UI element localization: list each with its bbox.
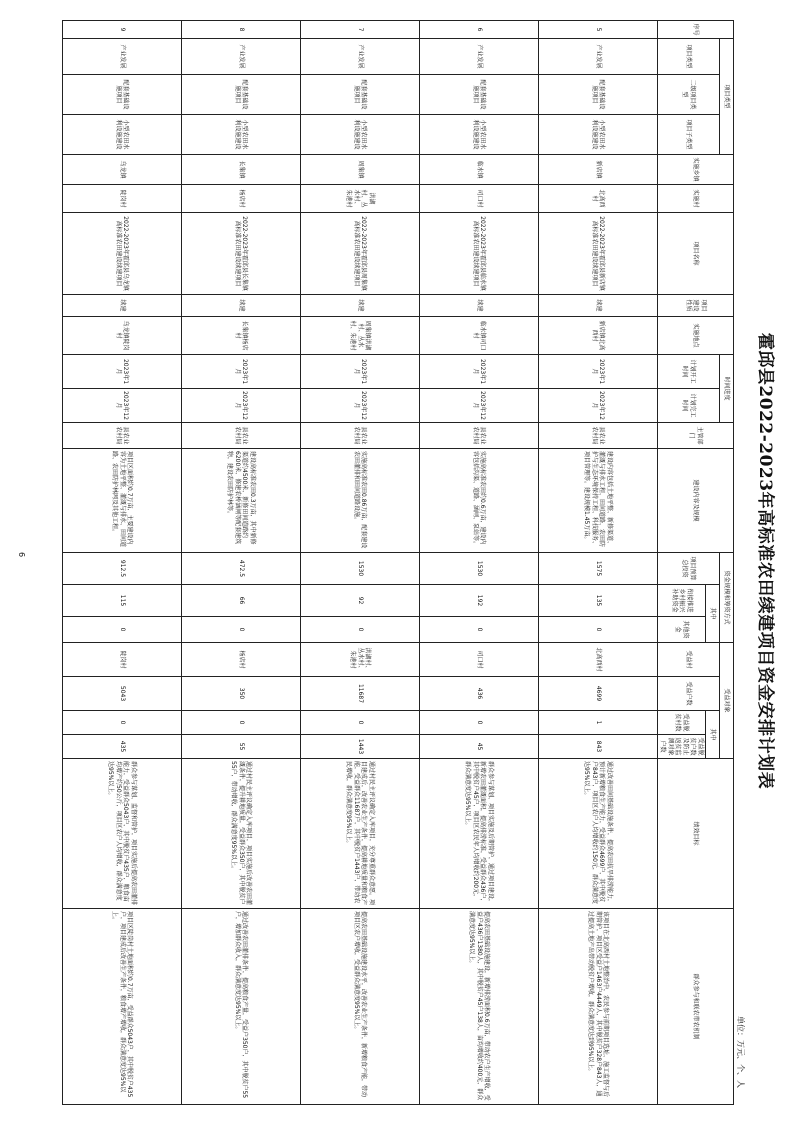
cell-dept: 县农业农村局 bbox=[539, 423, 658, 449]
cell-goals: 通过改善田间基础设施条件，提高农田抗旱排涝能力，预计新增粮食生产能力，受益群众4699户，其中脱贫户843户，项目区农户人均增收约150元，群众满意度达95%以上。 bbox=[539, 759, 658, 909]
cell-subtype: 小型农田水利设施建设 bbox=[539, 115, 658, 155]
cell-location: 周集镇洪湖村、丛水村、朱港村 bbox=[301, 317, 420, 355]
cell-other: 0 bbox=[63, 617, 182, 643]
hdr-seq: 序号 bbox=[658, 21, 734, 39]
cell-dept: 县农业农村局 bbox=[420, 423, 539, 449]
cell-ben-households: 11687 bbox=[301, 677, 420, 711]
cell-level1: 产业发展 bbox=[420, 39, 539, 75]
cell-ben-poor-households: 435 bbox=[63, 735, 182, 759]
cell-ben-village: 司口村 bbox=[420, 643, 539, 677]
cell-total: 912.5 bbox=[63, 553, 182, 585]
cell-finish: 2023年12月 bbox=[539, 389, 658, 423]
cell-location: 新店镇北高西村 bbox=[539, 317, 658, 355]
hdr-nature: 项目建设性质 bbox=[658, 295, 734, 317]
funding-plan-table bbox=[62, 20, 734, 1105]
cell-level2: 配套基础设施项目 bbox=[539, 75, 658, 115]
cell-total: 472.5 bbox=[182, 553, 301, 585]
cell-ben-poor-village: 0 bbox=[301, 711, 420, 735]
cell-seq: 7 bbox=[301, 21, 420, 39]
cell-ben-poor-households: 1443 bbox=[301, 735, 420, 759]
cell-location: 临水镇司口村 bbox=[420, 317, 539, 355]
hdr-ben-village: 受益村 bbox=[658, 643, 720, 677]
cell-dept: 县农业农村局 bbox=[182, 423, 301, 449]
cell-ben-households: 350 bbox=[182, 677, 301, 711]
hdr-funding-central: 衔接推进乡村振兴补助资金 bbox=[658, 585, 706, 617]
hdr-location: 实施地点 bbox=[658, 317, 734, 355]
cell-village: 北高西村 bbox=[539, 185, 658, 213]
hdr-finish: 计划完工时间 bbox=[658, 389, 720, 423]
cell-location: 乌龙镇陡岗村 bbox=[63, 317, 182, 355]
cell-ben-village: 北高西村 bbox=[539, 643, 658, 677]
cell-start: 2023年1月 bbox=[301, 355, 420, 389]
cell-content: 实施高标准农田约0.6万亩，建设内容包括沟渠、道路、涵闸、泵站等。 bbox=[420, 449, 539, 553]
cell-content: 建设高标准农田0.3万亩，其中新修渠道约4500米，新修田间道路约6200米，修建农桥涵闸等配套建筑物，建设农田防护林等。 bbox=[182, 449, 301, 553]
cell-level1: 产业发展 bbox=[63, 39, 182, 75]
hdr-ben-of: 其中 bbox=[706, 711, 720, 759]
cell-start: 2023年1月 bbox=[420, 355, 539, 389]
cell-start: 2023年1月 bbox=[182, 355, 301, 389]
hdr-funding-of: 其中 bbox=[706, 585, 720, 643]
hdr-ben-households: 受益户数 bbox=[658, 677, 720, 711]
cell-subtype: 小型农田水利设施建设 bbox=[420, 115, 539, 155]
cell-ben-households: 4699 bbox=[539, 677, 658, 711]
cell-central: 92 bbox=[301, 585, 420, 617]
cell-ben-poor-village: 0 bbox=[63, 711, 182, 735]
cell-seq: 8 bbox=[182, 21, 301, 39]
cell-other: 0 bbox=[182, 617, 301, 643]
cell-level1: 产业发展 bbox=[182, 39, 301, 75]
hdr-funding-total: 项目预算总投资 bbox=[658, 553, 720, 585]
cell-finish: 2023年12月 bbox=[182, 389, 301, 423]
cell-central: 115 bbox=[63, 585, 182, 617]
cell-village: 陡岗村 bbox=[63, 185, 182, 213]
cell-ben-poor-households: 55 bbox=[182, 735, 301, 759]
hdr-mechanism: 群众参与和联农带农机制 bbox=[658, 909, 734, 1105]
cell-name: 2022-2023年霍邱县新店镇高标准农田建设续建项目 bbox=[539, 213, 658, 295]
page-number: 6 bbox=[17, 552, 26, 558]
cell-content: 项目区面积约0.7万亩，主要建设内容为土地平整、灌溉与排水、田间道路、农田防护林网及其他工程。 bbox=[63, 449, 182, 553]
cell-finish: 2023年12月 bbox=[420, 389, 539, 423]
cell-level1: 产业发展 bbox=[301, 39, 420, 75]
cell-goals: 群众参与谋划、项目实施及后期管护，通过项目建设，新增农田灌溉面积，提高排涝标准，受益群众436户，其中脱贫户45户，项目区农民年人均增收约200元，群众满意度达95%以上。 bbox=[420, 759, 539, 909]
hdr-funding-other: 其他资金 bbox=[658, 617, 706, 643]
cell-seq: 5 bbox=[539, 21, 658, 39]
hdr-subtype: 项目子类型 bbox=[658, 115, 720, 155]
table-row bbox=[420, 21, 539, 1105]
cell-other: 0 bbox=[301, 617, 420, 643]
cell-level1: 产业发展 bbox=[539, 39, 658, 75]
cell-nature: 续建 bbox=[301, 295, 420, 317]
hdr-project-type: 项目类型 bbox=[720, 39, 734, 155]
cell-ben-poor-households: 45 bbox=[420, 735, 539, 759]
cell-goals: 通过村民主评议确定入库项目，项目实施后改善农田灌溉条件，提升耕地质量，受益群众350户，其中脱贫户55户，带动增收，群众满意度95%以上。 bbox=[182, 759, 301, 909]
cell-town: 临水镇 bbox=[420, 155, 539, 185]
cell-ben-households: 436 bbox=[420, 677, 539, 711]
hdr-ben-poor-village: 受益脱贫村数 bbox=[658, 711, 706, 735]
cell-level2: 配套基础设施项目 bbox=[301, 75, 420, 115]
cell-ben-poor-village: 0 bbox=[182, 711, 301, 735]
cell-finish: 2023年12月 bbox=[63, 389, 182, 423]
cell-other: 0 bbox=[420, 617, 539, 643]
cell-ben-village: 陡岗村 bbox=[63, 643, 182, 677]
page-title: 霍邱县2022-2023年高标准农田续建项目资金安排计划表 bbox=[755, 332, 775, 790]
cell-nature: 续建 bbox=[63, 295, 182, 317]
cell-start: 2023年1月 bbox=[63, 355, 182, 389]
cell-ben-village: 杨店村 bbox=[182, 643, 301, 677]
cell-nature: 续建 bbox=[420, 295, 539, 317]
cell-subtype: 小型农田水利设施建设 bbox=[182, 115, 301, 155]
cell-village: 洪湖村、丛水村、朱港村 bbox=[301, 185, 420, 213]
cell-town: 乌龙镇 bbox=[63, 155, 182, 185]
hdr-ben-poor-households: 受益脱贫户数及防止返贫监测对象户数 bbox=[658, 735, 706, 759]
cell-dept: 县农业农村局 bbox=[301, 423, 420, 449]
cell-name: 2022-2023年霍邱县临水镇高标准农田建设续建项目 bbox=[420, 213, 539, 295]
hdr-impl-village: 实施村 bbox=[658, 185, 734, 213]
cell-ben-poor-village: 0 bbox=[420, 711, 539, 735]
cell-start: 2023年1月 bbox=[539, 355, 658, 389]
table-row bbox=[63, 21, 182, 1105]
cell-central: 192 bbox=[420, 585, 539, 617]
cell-central: 66 bbox=[182, 585, 301, 617]
cell-finish: 2023年12月 bbox=[301, 389, 420, 423]
cell-ben-poor-households: 843 bbox=[539, 735, 658, 759]
cell-level2: 配套基础设施项目 bbox=[63, 75, 182, 115]
cell-town: 新店镇 bbox=[539, 155, 658, 185]
hdr-beneficiaries: 受益对象 bbox=[720, 643, 734, 759]
cell-other: 0 bbox=[539, 617, 658, 643]
hdr-goals: 绩效目标 bbox=[658, 759, 734, 909]
cell-nature: 续建 bbox=[539, 295, 658, 317]
table-row bbox=[539, 21, 658, 1105]
cell-ben-households: 5043 bbox=[63, 677, 182, 711]
cell-goals: 通过村民主评议确定入库项目，充分尊重群众意愿。项目建成后，改善农业生产条件，提高耕地质量和粮食产能，受益群众11687户，其中脱贫户1443户，带动农民增收，群众满意度95%以上。 bbox=[301, 759, 420, 909]
hdr-schedule: 时间进度 bbox=[720, 355, 734, 423]
cell-subtype: 小型农田水利设施建设 bbox=[301, 115, 420, 155]
cell-mechanism: 提高农田基础设施建设，新增排涝面积0.6万亩，带动农户生产增收，受益户436户1380人，其中脱贫户45户138人，亩均增收约400元，群众满意度达95%以上。 bbox=[420, 909, 539, 1105]
cell-level2: 配套基础设施项目 bbox=[182, 75, 301, 115]
hdr-impl-town: 实施乡镇 bbox=[658, 155, 734, 185]
cell-ben-poor-village: 1 bbox=[539, 711, 658, 735]
cell-dept: 县农业农村局 bbox=[63, 423, 182, 449]
cell-village: 司口村 bbox=[420, 185, 539, 213]
cell-mechanism: 提高农田基础设施建设水平，改善农业生产条件，新增粮食产能，带动项目区农户增收，受益群众满意度95%以上。 bbox=[301, 909, 420, 1105]
table-row bbox=[301, 21, 420, 1105]
table-row bbox=[182, 21, 301, 1105]
cell-town: 长集镇 bbox=[182, 155, 301, 185]
cell-mechanism: 该项目在北高西村土地整治中，农民参与前期项目选址、施工监督与后期管护，项目区受益户1463户4449人，其中脱贫户328户843人，通过提高土地产出带动脱贫户增收，群众满意度达到95%以上。 bbox=[539, 909, 658, 1105]
cell-goals: 群众参与谋划、监督和管护，项目实施后提高农田灌排能力，受益群众5043户，其中脱贫户435户，粮食亩均增产约50公斤，项目区农户人均增收，群众满意度达95%以上。 bbox=[63, 759, 182, 909]
cell-mechanism: 项目区陡岗村土地面积约0.7万亩，受益群众5043户，其中脱贫户435户，项目建成后改善生产条件，粮食增产增收，群众满意度达95%以上。 bbox=[63, 909, 182, 1105]
cell-village: 杨店村 bbox=[182, 185, 301, 213]
cell-total: 1530 bbox=[301, 553, 420, 585]
cell-content: 实施高标准农田0.86万亩，配套建设农田灌排和田间道路设施。 bbox=[301, 449, 420, 553]
cell-seq: 6 bbox=[420, 21, 539, 39]
cell-total: 1530 bbox=[420, 553, 539, 585]
cell-total: 1575 bbox=[539, 553, 658, 585]
cell-seq: 9 bbox=[63, 21, 182, 39]
cell-name: 2022-2023年霍邱县乌龙镇高标准农田建设续建项目 bbox=[63, 213, 182, 295]
cell-town: 周集镇 bbox=[301, 155, 420, 185]
hdr-level1: 项目类型 bbox=[658, 39, 720, 75]
unit-note: 单位：万元、个、人 bbox=[736, 1016, 745, 1088]
hdr-funding: 资金规模和筹资方式 bbox=[720, 553, 734, 643]
hdr-start: 计划开工时间 bbox=[658, 355, 720, 389]
cell-nature: 续建 bbox=[182, 295, 301, 317]
cell-location: 长集镇杨店村 bbox=[182, 317, 301, 355]
cell-content: 建设内容包括土地平整、新修渠道、灌溉与排水工程、田间道路、农田防护与生态环境保持工程、科技服务、项目管理等。建设规模1.45万亩。 bbox=[539, 449, 658, 553]
hdr-dept: 主管部门 bbox=[658, 423, 734, 449]
cell-central: 135 bbox=[539, 585, 658, 617]
hdr-name: 项目名称 bbox=[658, 213, 734, 295]
cell-ben-village: 洪湖村、丛水村、朱港村 bbox=[301, 643, 420, 677]
cell-name: 2022-2023年霍邱县长集镇高标准农田建设续建项目 bbox=[182, 213, 301, 295]
hdr-level2: 二级项目类型 bbox=[658, 75, 720, 115]
cell-subtype: 小型农田水利设施建设 bbox=[63, 115, 182, 155]
cell-name: 2022-2023年霍邱县周集镇高标准农田建设续建项目 bbox=[301, 213, 420, 295]
cell-mechanism: 通过改善农田灌排条件，提高粮食产量，受益户350户，其中脱贫户55户，增加群众收入，群众满意度达95%以上。 bbox=[182, 909, 301, 1105]
hdr-content: 建设内容及规模 bbox=[658, 449, 734, 553]
cell-level2: 配套基础设施项目 bbox=[420, 75, 539, 115]
